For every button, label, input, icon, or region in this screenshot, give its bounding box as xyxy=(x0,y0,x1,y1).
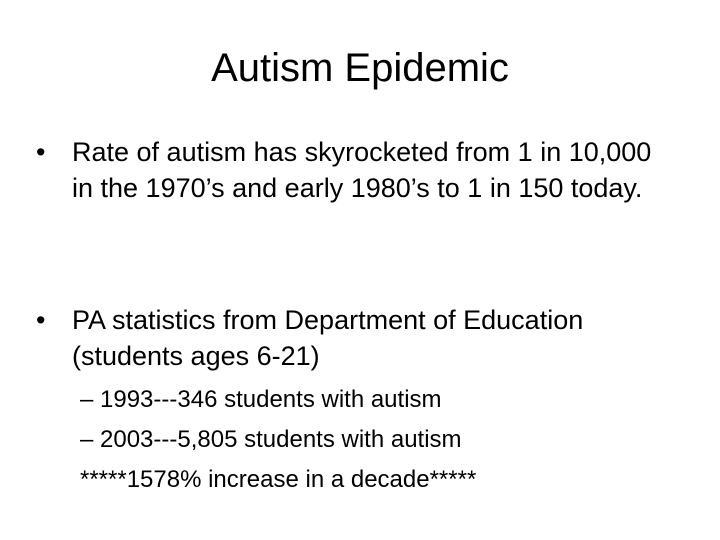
bullet-item-autism-rate xyxy=(36,134,676,206)
bullet-dot: • xyxy=(36,137,46,167)
sub-item-1993: – 1993---346 students with autism xyxy=(80,386,442,413)
bullet-dot: • xyxy=(36,305,46,335)
slide-title: Autism Epidemic xyxy=(211,46,509,90)
bullet-text: Rate of autism has skyrocketed from 1 in 10,000 in the 1970’s and early 1980’s to 1 in 150 today. xyxy=(72,137,652,203)
bullet-text: PA statistics from Department of Education (students ages 6-21) xyxy=(72,305,584,371)
bullet-item-pa-statistics xyxy=(36,302,676,374)
sub-item-2003: – 2003---5,805 students with autism xyxy=(80,426,462,453)
sub-item-increase: *****1578% increase in a decade***** xyxy=(80,466,477,493)
